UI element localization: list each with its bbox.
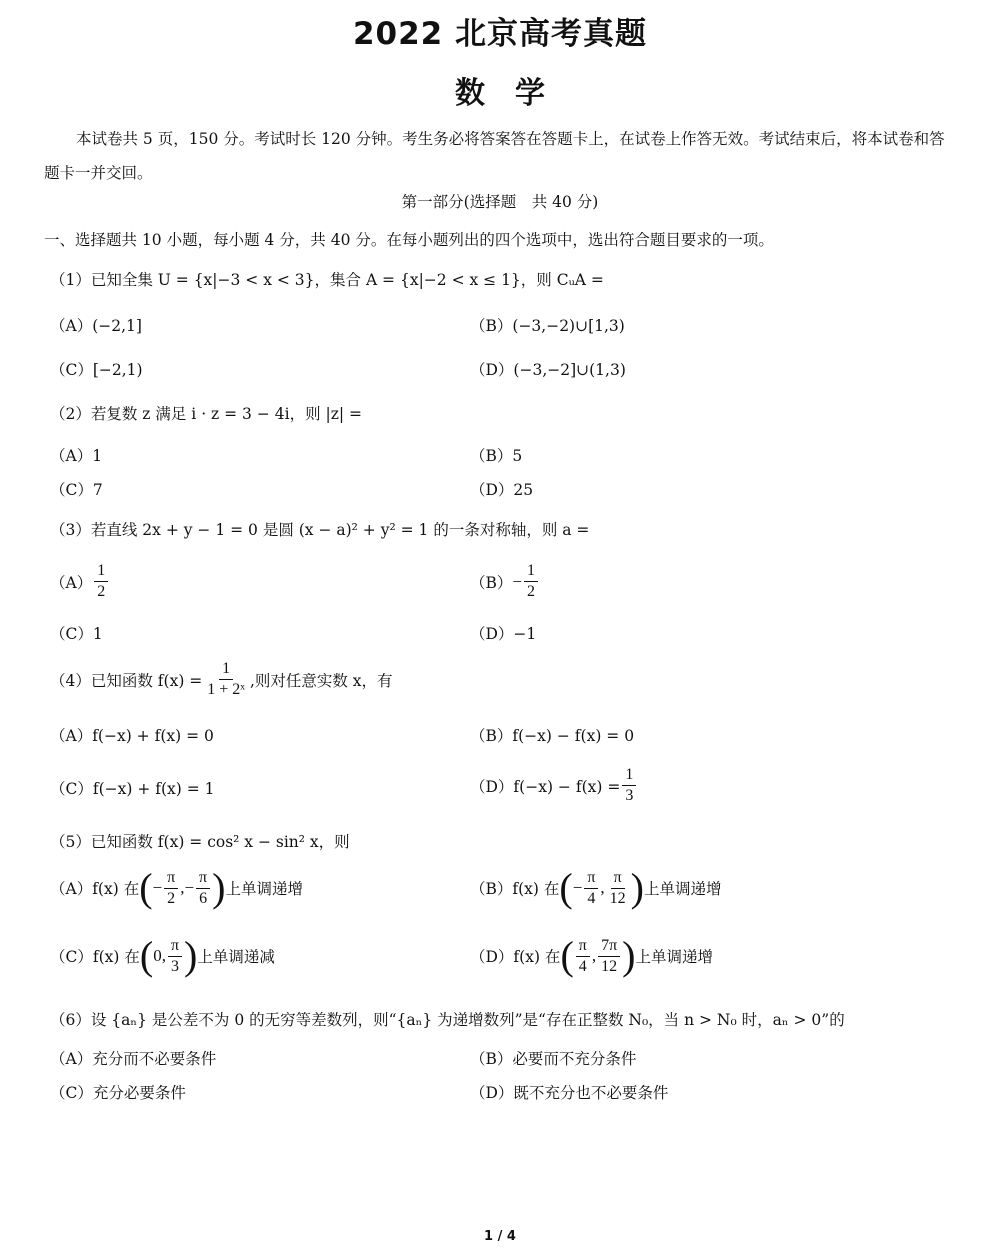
question-1-stem: （1）已知全集 U = {x|−3 < x < 3}，集合 A = {x|−2 < x ≤ 1}，则 CᵤA = <box>50 271 604 289</box>
q5-suffix: 上单调递减 <box>197 948 275 966</box>
right-paren: ) <box>184 933 198 978</box>
q2-option-b: （B）5 <box>470 447 523 465</box>
q1-option-c: （C）[−2,1) <box>50 361 143 379</box>
q3-option-c: （C）1 <box>50 625 103 643</box>
comma: , <box>591 946 597 965</box>
q6-option-b: （B）必要而不充分条件 <box>470 1050 637 1068</box>
q2-option-a: （A）1 <box>50 447 103 465</box>
minus-sign: − <box>184 878 195 897</box>
section-instruction: 一、选择题共 10 小题，每小题 4 分，共 40 分。在每小题列出的四个选项中，选出符合题目要求的一项。 <box>44 231 774 249</box>
fraction-denominator: 3 <box>170 957 179 975</box>
right-paren: ) <box>622 933 636 978</box>
q3-option-a <box>50 562 110 601</box>
fraction-pi-over-4 <box>584 869 598 908</box>
q5-option-d <box>470 933 714 978</box>
q6-option-a: （A）充分而不必要条件 <box>50 1050 217 1068</box>
part-title: 第一部分(选择题 共 40 分) <box>401 193 599 211</box>
fraction-pi-over-12 <box>607 869 629 908</box>
fraction-denominator: 3 <box>625 787 634 804</box>
fraction-numerator: π <box>611 869 625 889</box>
comma: , <box>180 878 185 897</box>
fraction-one-third <box>622 766 636 805</box>
fraction-denominator: 2 <box>526 583 535 600</box>
q5-option-c-label: （C）f(x) 在 <box>50 948 140 966</box>
fraction-pi-over-2 <box>164 869 178 908</box>
question-4-stem <box>50 660 393 699</box>
fraction-f4 <box>204 660 248 699</box>
q1-option-b: （B）(−3,−2)∪[1,3) <box>470 317 625 335</box>
q5-suffix: 上单调递增 <box>225 880 303 898</box>
q6-option-d: （D）既不充分也不必要条件 <box>470 1084 669 1102</box>
q5-option-b-label: （B）f(x) 在 <box>470 880 560 898</box>
page-number: 1 / 4 <box>484 1229 516 1244</box>
q5-option-d-label: （D）f(x) 在 <box>470 948 561 966</box>
fraction-numerator: π <box>168 937 182 957</box>
q2-option-d: （D）25 <box>470 481 534 499</box>
fraction-denominator: 6 <box>199 889 208 907</box>
fraction-denominator: 12 <box>609 889 626 907</box>
fraction-one-half <box>94 562 108 601</box>
zero-comma: 0, <box>153 946 166 965</box>
q5-option-c <box>50 933 275 978</box>
exam-title: 2022 北京高考真题 <box>352 16 648 52</box>
q4-option-b: （B）f(−x) − f(x) = 0 <box>470 727 635 745</box>
q5-suffix: 上单调递增 <box>635 948 714 966</box>
left-paren: ( <box>139 865 153 910</box>
fraction-denominator: 12 <box>601 957 618 975</box>
q5-option-a <box>50 865 303 910</box>
q6-option-c: （C）充分必要条件 <box>50 1084 186 1102</box>
q4-stem-pre: （4）已知函数 f(x) = <box>50 671 203 690</box>
q3-option-d: （D）−1 <box>470 625 537 643</box>
exam-intro: 本试卷共 5 页，150 分。考试时长 120 分钟。考生务必将答案答在答题卡上，在试卷上作答无效。考试结束后，将本试卷和答题卡一并交回。 <box>44 130 945 182</box>
minus-sign: − <box>572 878 583 897</box>
fraction-numerator: π <box>584 869 598 889</box>
q4-option-a: （A）f(−x) + f(x) = 0 <box>50 727 214 745</box>
fraction-numerator: 7π <box>598 937 620 957</box>
q5-option-b <box>470 865 722 910</box>
fraction-numerator: 1 <box>94 562 108 582</box>
fraction-pi-over-4 <box>576 937 590 976</box>
fraction-denominator: 4 <box>578 957 587 975</box>
fraction-numerator: π <box>196 869 210 889</box>
q5-suffix: 上单调递增 <box>643 880 722 898</box>
q4-option-d-label: （D）f(−x) − f(x) = <box>470 777 621 796</box>
q4-option-c: （C）f(−x) + f(x) = 1 <box>50 780 215 798</box>
left-paren: ( <box>559 865 573 910</box>
fraction-one-half <box>524 562 538 601</box>
left-paren: ( <box>139 933 154 978</box>
q2-option-c: （C）7 <box>50 481 103 499</box>
fraction-7pi-over-12 <box>598 937 620 976</box>
q4-stem-post: ,则对任意实数 x，有 <box>249 671 393 690</box>
q5-option-a-label: （A）f(x) 在 <box>50 880 140 898</box>
minus-sign: − <box>152 878 163 897</box>
q3-option-a-label: （A） <box>50 573 93 592</box>
fraction-pi-over-3 <box>168 937 182 976</box>
fraction-denominator: 2 <box>167 889 176 907</box>
fraction-numerator: 1 <box>622 766 636 786</box>
q1-option-a: （A）(−2,1] <box>50 317 142 335</box>
question-6-stem: （6）设 {aₙ} 是公差不为 0 的无穷等差数列，则“{aₙ} 为递增数列”是“存在正整数 N₀，当 n > N₀ 时，aₙ > 0”的 <box>50 1011 845 1029</box>
question-3-stem: （3）若直线 2x + y − 1 = 0 是圆 (x − a)² + y² = 1 的一条对称轴，则 a = <box>50 521 590 539</box>
q3-option-b-label: （B） <box>470 573 513 592</box>
fraction-numerator: 1 <box>524 562 538 582</box>
right-paren: ) <box>212 865 226 910</box>
question-2-stem: （2）若复数 z 满足 i · z = 3 − 4i，则 |z| = <box>50 405 363 423</box>
q1-option-d: （D）(−3,−2]∪(1,3) <box>470 361 626 379</box>
comma: , <box>600 878 605 897</box>
q4-option-d <box>470 766 638 805</box>
fraction-denominator: 1 + 2ˣ <box>207 681 245 698</box>
exam-subject: 数 学 <box>455 76 545 111</box>
fraction-denominator: 2 <box>97 583 106 600</box>
minus-sign: − <box>512 571 522 591</box>
q3-option-b <box>470 562 540 601</box>
fraction-numerator: π <box>164 869 178 889</box>
left-paren: ( <box>560 933 574 978</box>
fraction-numerator: π <box>576 937 590 957</box>
fraction-pi-over-6 <box>196 869 210 908</box>
fraction-denominator: 4 <box>587 889 596 907</box>
right-paren: ) <box>630 865 644 910</box>
question-5-stem: （5）已知函数 f(x) = cos² x − sin² x，则 <box>50 833 350 851</box>
fraction-numerator: 1 <box>219 660 233 680</box>
